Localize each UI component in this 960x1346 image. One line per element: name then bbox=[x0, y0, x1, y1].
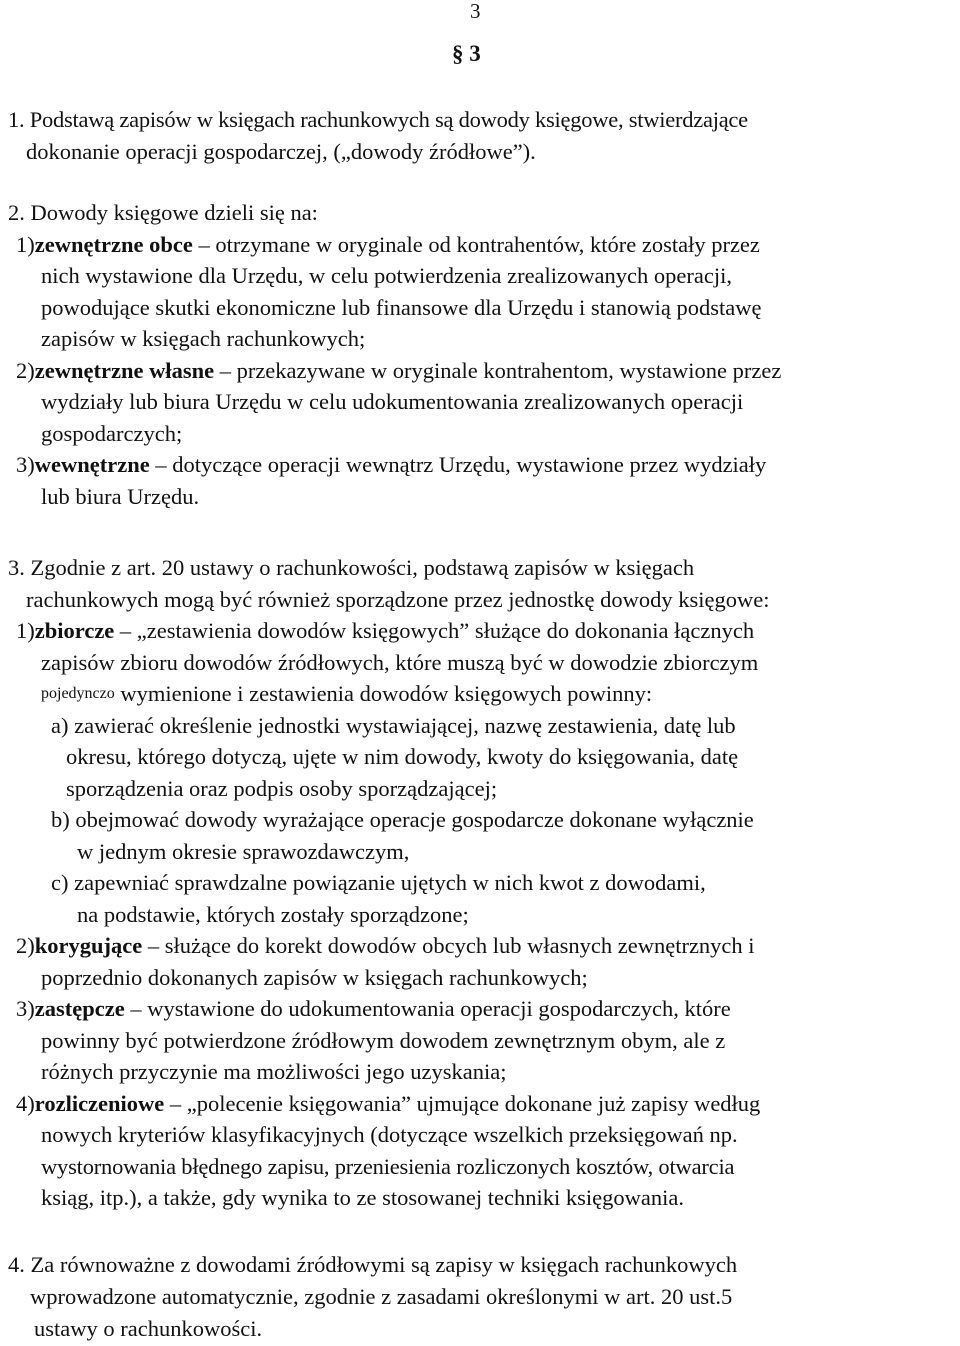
text-line: ksiąg, itp.), a także, gdy wynika to ze stosowanej techniki księgowania. bbox=[41, 1185, 684, 1210]
text-line: zapisów w księgach rachunkowych; bbox=[41, 326, 366, 351]
list-item bbox=[8, 1088, 958, 1120]
text-line: nich wystawione dla Urzędu, w celu potwierdzenia zrealizowanych operacji, bbox=[41, 263, 732, 288]
paragraph-2 bbox=[8, 197, 958, 512]
item-text: – przekazywane w oryginale kontrahentom, wystawione przez bbox=[214, 357, 782, 383]
text-line: na podstawie, których zostały sporządzone; bbox=[77, 901, 469, 927]
item-text: – otrzymane w oryginale od kontrahentów, które zostały przez bbox=[192, 231, 760, 257]
item-text: wymienione i zestawienia dowodów księgowych powinny: bbox=[114, 681, 653, 706]
text-line: sporządzenia oraz podpis osoby sporządzającej; bbox=[66, 775, 498, 801]
text-line: wydziały lub biura Urzędu w celu udokumentowania zrealizowanych operacji bbox=[41, 389, 744, 414]
item-number: 2) bbox=[16, 933, 35, 958]
text-line: dokonanie operacji gospodarczej, („dowody źródłowe”). bbox=[26, 138, 536, 164]
text-line: w jednym okresie sprawozdawczym, bbox=[77, 838, 410, 864]
text-line: zapisów zbioru dowodów źródłowych, które muszą być w dowodzie zbiorczym bbox=[41, 649, 759, 675]
sub-item-a: a) zawierać określenie jednostki wystawiającej, nazwę zestawienia, datę lub bbox=[51, 712, 736, 738]
item-number: 4) bbox=[16, 1090, 35, 1116]
text-line: wystornowania błędnego zapisu, przeniesienia rozliczonych kosztów, otwarcia bbox=[41, 1153, 735, 1179]
text-line: nowych kryteriów klasyfikacyjnych (dotyczące wszelkich przeksięgowań np. bbox=[41, 1122, 738, 1147]
item-number: 2) bbox=[16, 357, 35, 383]
paragraph-4 bbox=[8, 1249, 958, 1345]
list-item bbox=[8, 449, 958, 481]
text-line bbox=[8, 678, 958, 710]
item-term: zewnętrzne własne bbox=[34, 357, 215, 383]
page-number: 3 bbox=[470, 0, 481, 23]
paragraph-1 bbox=[8, 104, 958, 167]
text-line: wprowadzone automatycznie, zgodnie z zasadami określonymi w art. 20 ust.5 bbox=[30, 1284, 733, 1309]
sub-item-c: c) zapewniać sprawdzalne powiązanie ujętych w nich kwot z dowodami, bbox=[51, 870, 706, 895]
item-text: – dotyczące operacji wewnątrz Urzędu, wystawione przez wydziały bbox=[149, 452, 767, 477]
item-text: – służące do korekt dowodów obcych lub własnych zewnętrznych i bbox=[142, 933, 755, 958]
text-line: powinny być potwierdzone źródłowym dowodem zewnętrznym obym, ale z bbox=[41, 1027, 726, 1053]
sub-item-b: b) obejmować dowody wyrażające operacje gospodarcze dokonane wyłącznie bbox=[51, 807, 754, 832]
text-line: poprzednio dokonanych zapisów w księgach rachunkowych; bbox=[41, 964, 588, 990]
item-term: zewnętrzne obce bbox=[34, 231, 193, 257]
text-line: 4. Za równoważne z dowodami źródłowymi są zapisy w księgach rachunkowych bbox=[8, 1252, 738, 1277]
item-text: – „polecenie księgowania” ujmujące dokonane już zapisy według bbox=[164, 1090, 761, 1116]
paragraph-3 bbox=[8, 552, 958, 1214]
list-item bbox=[8, 615, 958, 647]
text-line: 1. Podstawą zapisów w księgach rachunkowych są dowody księgowe, stwierdzające bbox=[8, 107, 748, 132]
text-line: 3. Zgodnie z art. 20 ustawy o rachunkowości, podstawą zapisów w księgach bbox=[8, 555, 695, 580]
item-term: zbiorcze bbox=[34, 618, 115, 643]
text-line: lub biura Urzędu. bbox=[41, 483, 200, 509]
list-item bbox=[8, 355, 958, 387]
text-line: okresu, którego dotyczą, ujęte w nim dowody, kwoty do księgowania, datę bbox=[66, 744, 739, 769]
item-term: korygujące bbox=[34, 933, 143, 958]
text-line: rachunkowych mogą być również sporządzone przez jednostkę dowody księgowe: bbox=[26, 586, 770, 612]
list-item bbox=[8, 993, 958, 1025]
text-line: gospodarczych; bbox=[41, 420, 183, 446]
item-number: 3) bbox=[16, 996, 35, 1021]
item-term: rozliczeniowe bbox=[34, 1090, 165, 1116]
item-number: 1) bbox=[16, 231, 35, 257]
item-number: 3) bbox=[16, 452, 35, 477]
section-heading: § 3 bbox=[452, 41, 481, 66]
text-line: 2. Dowody księgowe dzieli się na: bbox=[8, 200, 318, 225]
text-line: ustawy o rachunkowości. bbox=[34, 1316, 263, 1341]
list-item bbox=[8, 930, 958, 962]
list-item bbox=[8, 229, 958, 261]
text-line: różnych przyczynie ma możliwości jego uzyskania; bbox=[41, 1059, 507, 1084]
item-text: – „zestawienia dowodów księgowych” służące do dokonania łącznych bbox=[114, 618, 755, 643]
item-number: 1) bbox=[16, 618, 35, 643]
text-line: powodujące skutki ekonomiczne lub finansowe dla Urzędu i stanowią podstawę bbox=[41, 294, 762, 320]
item-text: – wystawione do udokumentowania operacji gospodarczych, które bbox=[124, 996, 731, 1021]
item-term: zastępcze bbox=[34, 996, 125, 1021]
small-text: pojedynczo bbox=[41, 685, 115, 702]
item-term: wewnętrzne bbox=[34, 452, 150, 477]
